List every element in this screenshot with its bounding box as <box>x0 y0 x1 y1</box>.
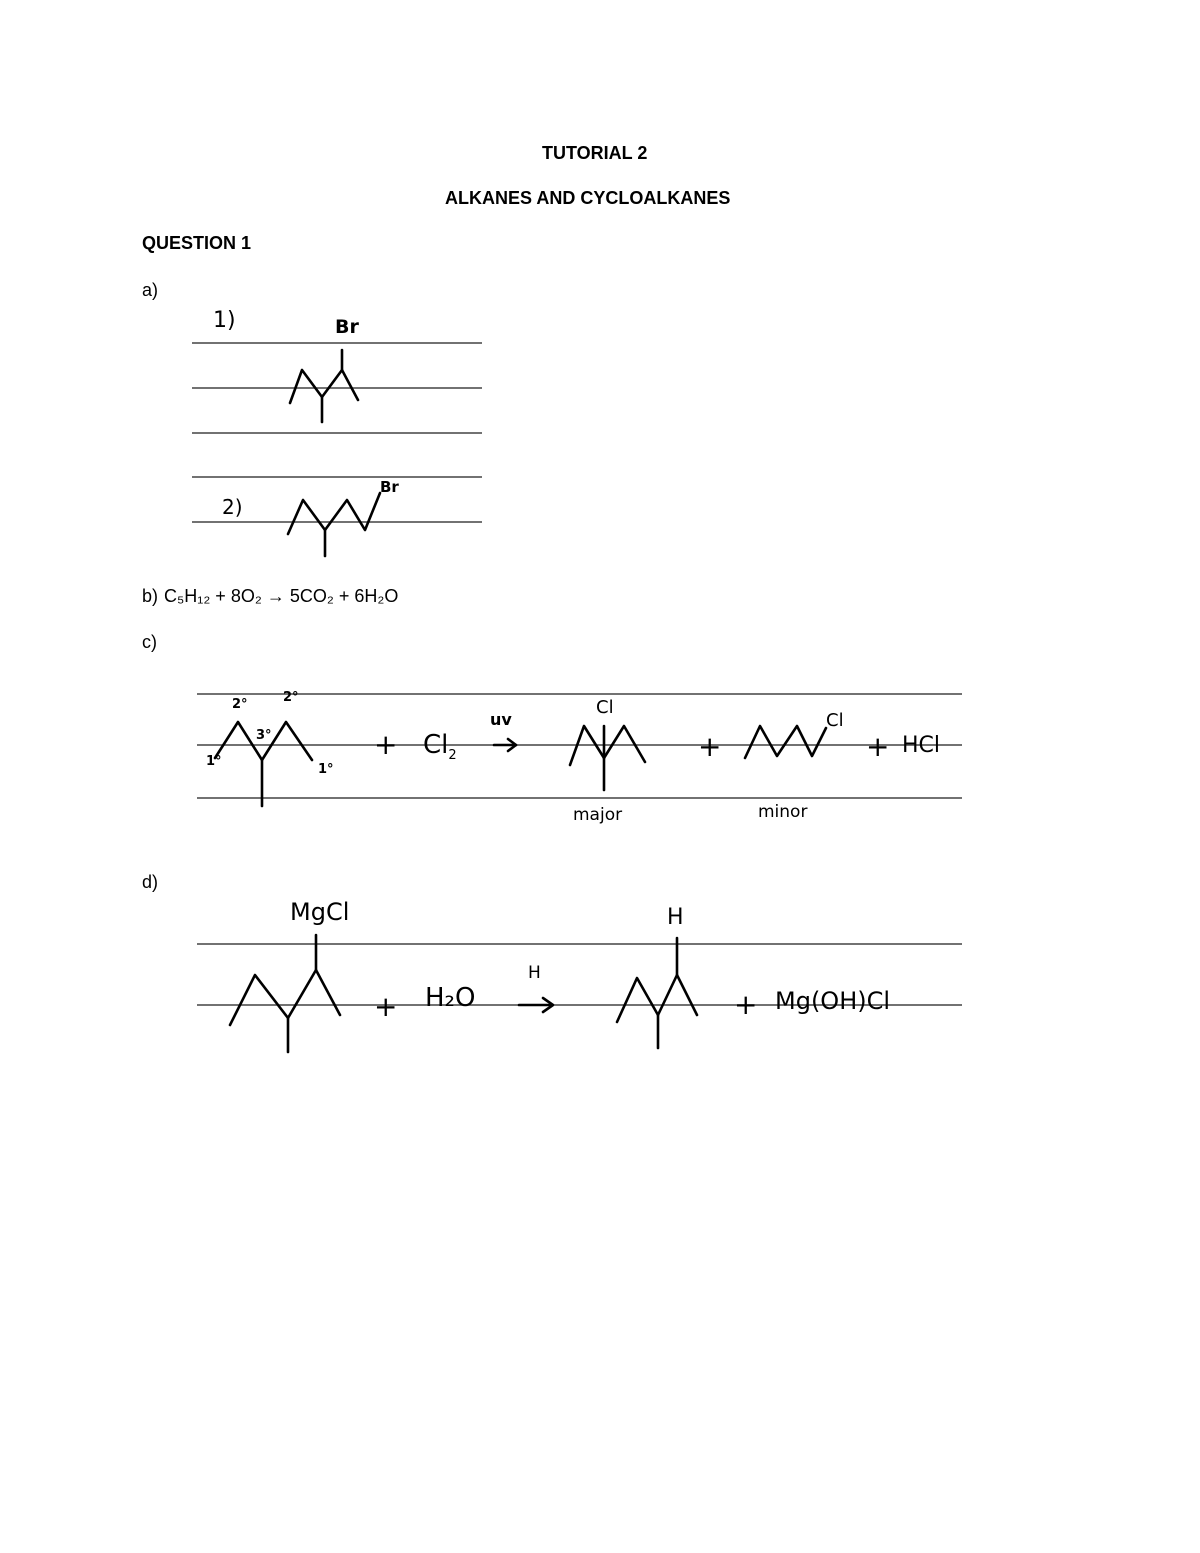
primary-carbon-annotation: 1° <box>318 762 334 777</box>
part-a-item-2-substituent: Br <box>380 478 399 496</box>
minor-product-label: minor <box>758 802 808 822</box>
part-a-item-1-label: 1) <box>213 308 236 333</box>
tertiary-carbon-annotation: 3° <box>256 728 272 743</box>
part-d-label: d) <box>142 872 159 892</box>
plus-sign: + <box>374 990 398 1023</box>
hydrogen-substituent: H <box>667 905 684 930</box>
page-title: TUTORIAL 2 <box>542 143 648 163</box>
minor-chloro-substituent: Cl <box>826 710 844 731</box>
uv-condition: uv <box>490 710 512 729</box>
magnesium-hydroxide-chloride-byproduct: Mg(OH)Cl <box>775 987 891 1015</box>
reagent-subscript: 2 <box>448 748 457 764</box>
water-reagent: H₂O <box>425 983 476 1013</box>
major-chloro-substituent: Cl <box>596 697 614 718</box>
page-subtitle: ALKANES AND CYCLOALKANES <box>445 188 731 208</box>
part-a-item-1-substituent: Br <box>335 316 359 338</box>
combustion-equation: C₅H₁₂ + 8O₂ → 5CO₂ + 6H₂O <box>164 586 399 606</box>
plus-sign: + <box>698 730 722 763</box>
part-c-label: c) <box>142 632 157 652</box>
primary-carbon-annotation: 1° <box>206 754 222 769</box>
part-a-label: a) <box>142 280 159 300</box>
secondary-carbon-annotation: 2° <box>283 690 299 705</box>
secondary-carbon-annotation: 2° <box>232 697 248 712</box>
acid-condition: H <box>528 963 541 983</box>
reactant-skeleton <box>230 970 340 1025</box>
part-a-item-2-label: 2) <box>222 495 243 519</box>
question-heading: QUESTION 1 <box>142 233 252 253</box>
hcl-byproduct: HCl <box>902 733 941 758</box>
chlorine-reagent: $Cl_2$ <box>423 730 457 764</box>
major-product-label: major <box>573 805 623 825</box>
plus-sign: + <box>374 728 398 761</box>
magnesium-chloride-substituent: MgCl <box>290 898 350 926</box>
plus-sign: + <box>734 988 758 1021</box>
plus-sign: + <box>866 730 890 763</box>
part-b-label: b) <box>142 586 159 606</box>
